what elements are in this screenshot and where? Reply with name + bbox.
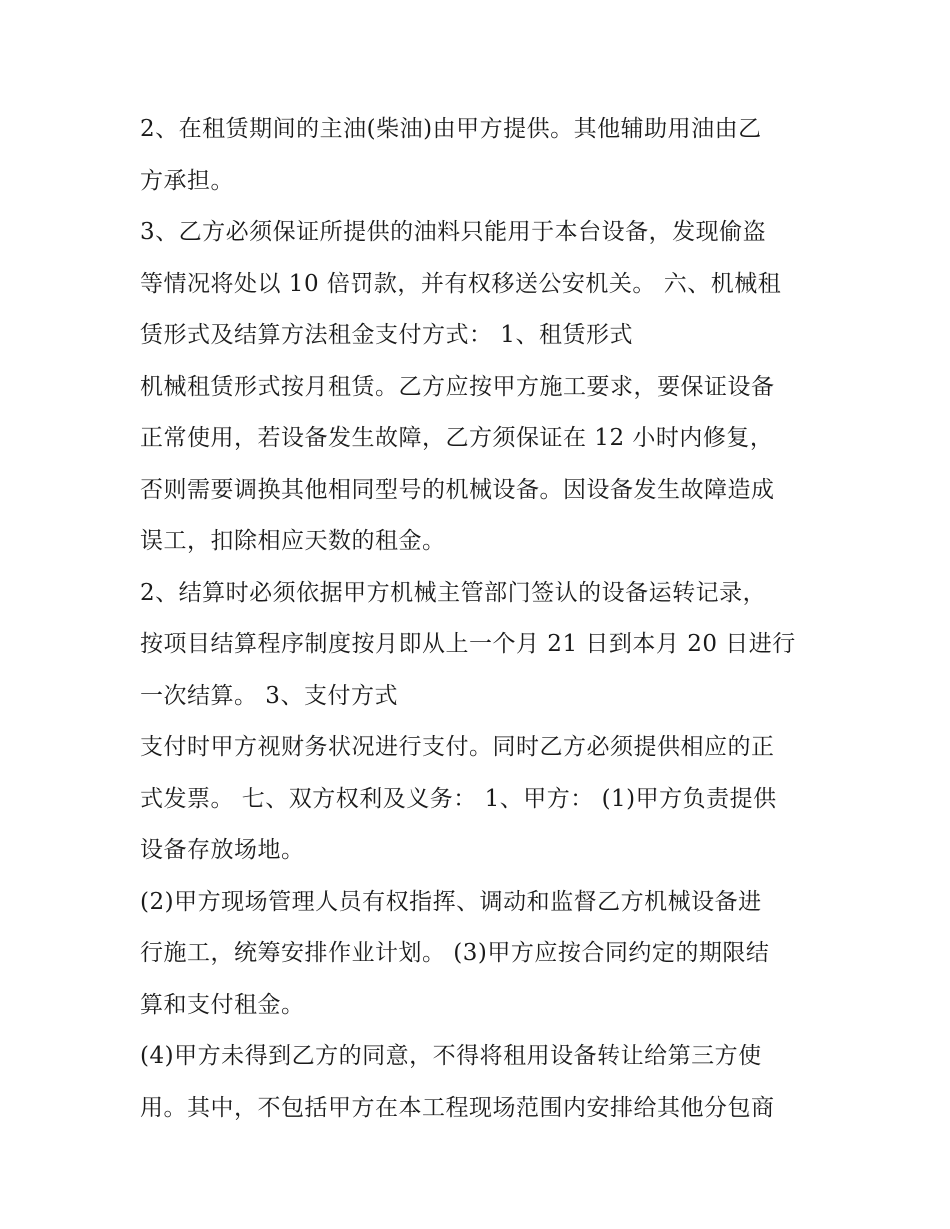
text-line: 设备存放场地。 [140, 837, 305, 863]
text-line: 赁形式及结算方法租金支付方式： 1、租赁形式 [140, 322, 633, 348]
text-line: 否则需要调换其他相同型号的机械设备。因设备发生故障造成 [140, 476, 775, 503]
text-line: 2、在租赁期间的主油(柴油)由甲方提供。其他辅助用油由乙 [140, 116, 762, 142]
document-body [140, 104, 830, 1134]
text-line: 按项目结算程序制度按月即从上一个月 21 日到本月 20 日进行 [140, 631, 796, 657]
text-line: 用。其中，不包括甲方在本工程现场范围内安排给其他分包商 [140, 1094, 775, 1121]
text-line: 算和支付租金。 [140, 991, 305, 1018]
text-line: 一次结算。 3、支付方式 [140, 682, 398, 709]
text-line: 支付时甲方视财务状况进行支付。同时乙方必须提供相应的正 [140, 734, 775, 760]
text-line: 式发票。 七、双方权利及义务： 1、甲方： (1)甲方负责提供 [140, 785, 777, 812]
text-line: 正常使用，若设备发生故障，乙方须保证在 12 小时内修复， [140, 425, 774, 451]
text-line: 行施工，统筹安排作业计划。 (3)甲方应按合同约定的期限结 [140, 940, 770, 966]
text-line: 3、乙方必须保证所提供的油料只能用于本台设备，发现偷盗 [140, 219, 767, 245]
text-line: 2、结算时必须依据甲方机械主管部门签认的设备运转记录， [140, 579, 767, 606]
text-line: 机械租赁形式按月租赁。乙方应按甲方施工要求，要保证设备 [140, 373, 775, 400]
text-line: (4)甲方未得到乙方的同意，不得将租用设备转让给第三方使 [140, 1043, 762, 1069]
text-line: (2)甲方现场管理人员有权指挥、调动和监督乙方机械设备进 [140, 888, 762, 915]
text-line: 等情况将处以 10 倍罚款，并有权移送公安机关。 六、机械租 [140, 270, 782, 297]
text-line: 误工，扣除相应天数的租金。 [140, 528, 446, 554]
text-line: 方承担。 [140, 167, 234, 194]
